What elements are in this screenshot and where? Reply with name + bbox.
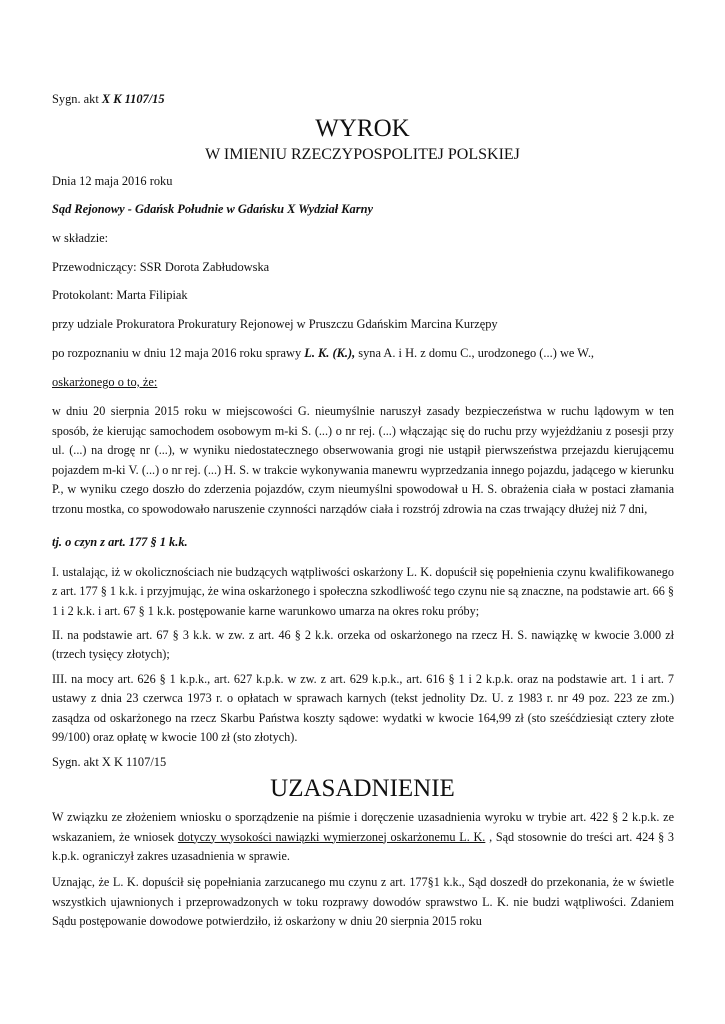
charge-description: w dniu 20 sierpnia 2015 roku w miejscowości G. nieumyślnie naruszył zasady bezpieczeństwa w ruchu lądowym w ten sposób, że kierując samochodem osobowym m-ki S. (...) o nr rej. (...) włączając się do ruchu przy wyjeżdżaniu z posesji przy ul. (...) na drogę nr (...), w wyniku niedostatecznego obserwowania grogi nie ustąpił pierwszeństwa przejazdu kierującemu pojazdem m-ki V. (...) o nr rej. (...) H. S. w trakcie wykonywania manewru wyprzedzania innego pojazdu, jadącego w kierunku P., w wyniku czego doszło do zderzenia pojazdów, czym nieumyślni spowodował u H. S. obrażenia ciała w postaci złamania trzonu mostka, co spowodowało naruszenie czynności narządów ciała i rozstrój zdrowia na czas trwający dłużej niż 7 dni, bbox=[52, 404, 674, 516]
court-name: Sąd Rejonowy - Gdańsk Południe w Gdańsku X Wydział Karny bbox=[52, 202, 373, 216]
justification-signature: Sygn. akt X K 1107/15 bbox=[52, 755, 167, 769]
ruling-item: I. ustalając, iż w okolicznościach nie budzących wątpliwości oskarżony L. K. dopuścił się popełnienia czynu kwalifikowanego z art. 177 § 1 k.k. i przyjmując, że wina oskarżonego i społeczna szkodliwość tego czynu nie są znaczne, na podstawie art. 66 § 1 i 2 k.k. i art. 67 § 1 k.k. postępowanie karne warunkowo umarza na okres roku próby; bbox=[52, 565, 674, 618]
case-signature-prefix: Sygn. akt bbox=[52, 92, 102, 106]
justification-title: UZASADNIENIE bbox=[270, 775, 455, 802]
justification-paragraph: W związku ze złożeniem wniosku o sporządzenie na piśmie i doręczenie uzasadnienia wyroku w trybie art. 422 § 2 k.p.k. ze wskazaniem, że wniosek dotyczy wysokości nawiązki wymierzonej oskarżonemu L. K. , Sąd stosownie do treści art. 424 § 3 k.p.k. ograniczył zakres uzasadnienia w sprawie. bbox=[52, 810, 674, 863]
prosecutor: przy udziale Prokuratora Prokuratury Rejonowej w Pruszczu Gdańskim Marcina Kurzępy bbox=[52, 317, 498, 331]
court-clerk: Protokolant: Marta Filipiak bbox=[52, 288, 188, 302]
legal-qualification: tj. o czyn z art. 177 § 1 k.k. bbox=[52, 535, 188, 549]
underlined-phrase: dotyczy wysokości nawiązki wymierzonej oskarżonemu L. K. bbox=[177, 829, 486, 844]
composition-label: w składzie: bbox=[52, 231, 109, 245]
case-intro: po rozpoznaniu w dniu 12 maja 2016 roku sprawy L. K. (K.), syna A. i H. z domu C., urodzonego (...) we W., bbox=[52, 346, 595, 360]
presiding-judge: Przewodniczący: SSR Dorota Zabłudowska bbox=[52, 260, 270, 274]
judgment-subtitle: W IMIENIU RZECZYPOSPOLITEJ POLSKIEJ bbox=[205, 146, 520, 163]
case-signature-number: X K 1107/15 bbox=[101, 92, 165, 106]
accused-label: oskarżonego o to, że: bbox=[52, 375, 158, 389]
ruling-item: II. na podstawie art. 67 § 3 k.k. w zw. z art. 46 § 2 k.k. orzeka od oskarżonego na rzecz H. S. nawiązkę w kwocie 3.000 zł (trzech tysięcy złotych); bbox=[52, 628, 674, 662]
judgment-title: WYROK bbox=[315, 115, 410, 142]
defendant-name: L. K. (K.), bbox=[304, 346, 356, 360]
ruling-item: III. na mocy art. 626 § 1 k.p.k., art. 627 k.p.k. w zw. z art. 629 k.p.k., art. 616 § 1 i 2 k.p.k. oraz na podstawie art. 1 i art. 7 ustawy z dnia 23 czerwca 1973 r. o opłatach w sprawach karnych (tekst jednolity Dz. U. z 1983 r. nr 49 poz. 223 ze zm.) zasądza od oskarżonego na rzecz Skarbu Państwa koszty sądowe: wydatki w kwocie 164,99 zł (sto sześćdziesiąt cztery złote 99/100) oraz opłatę w kwocie 100 zł (sto złotych). bbox=[52, 672, 674, 744]
case-signature bbox=[52, 90, 674, 109]
justification-paragraph: Uznając, że L. K. dopuścił się popełniania zarzucanego mu czynu z art. 177§1 k.k., Sąd doszedł do przekonania, że w świetle wszystkich ujawnionych i przeprowadzonych w toku rozprawy dowodów sprawstwo L. K. nie budzi wątpliwości. Zdaniem Sądu postępowanie dowodowe potwierdziło, iż oskarżony w dniu 20 sierpnia 2015 roku bbox=[52, 875, 674, 928]
judgment-date: Dnia 12 maja 2016 roku bbox=[52, 174, 173, 188]
